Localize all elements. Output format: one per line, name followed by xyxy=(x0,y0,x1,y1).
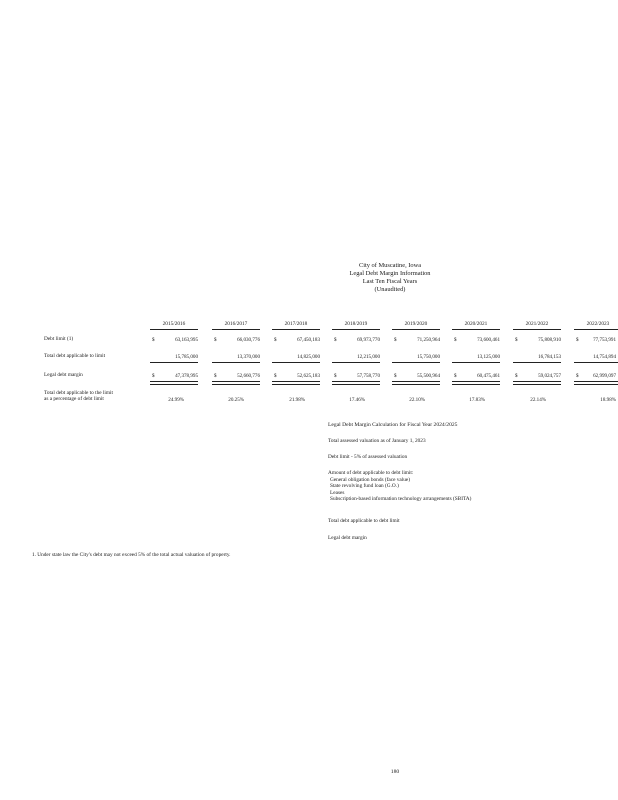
value-cell: 52,625,183 xyxy=(297,373,320,379)
dollar-sign: $ xyxy=(454,373,457,379)
year-rule xyxy=(272,329,320,330)
year-header: 2019/2020 xyxy=(404,321,428,327)
value-cell: 16,784,153 xyxy=(538,354,561,360)
row-label: Debt limit (1) xyxy=(44,336,74,342)
unaudited-note: (Unaudited) xyxy=(374,286,406,293)
year-header: 2015/2016 xyxy=(162,321,186,327)
total-double-rule xyxy=(452,381,500,385)
dollar-sign: $ xyxy=(334,373,337,379)
value-cell: 14,825,000 xyxy=(297,354,320,360)
value-cell: 77,753,991 xyxy=(593,337,616,343)
total-double-rule xyxy=(212,381,260,385)
dollar-sign: $ xyxy=(274,373,277,379)
value-cell: 59,024,757 xyxy=(538,373,561,379)
value-cell: 13,370,000 xyxy=(237,354,260,360)
percent-cell: 22.14% xyxy=(530,397,546,403)
percent-cell: 22.10% xyxy=(409,397,425,403)
total-double-rule xyxy=(513,381,561,385)
value-cell: 13,125,000 xyxy=(477,354,500,360)
row-label: Total debt applicable to limit xyxy=(44,353,106,359)
row-label: as a percentage of debt limit xyxy=(44,396,104,402)
legal-margin-label: Legal debt margin xyxy=(328,535,367,541)
total-double-rule xyxy=(332,381,380,385)
dollar-sign: $ xyxy=(515,373,518,379)
percent-cell: 18.98% xyxy=(600,397,616,403)
year-rule xyxy=(212,329,260,330)
amount-header: Amount of debt applicable to debt limit: xyxy=(328,470,414,476)
year-rule xyxy=(150,329,198,330)
dollar-sign: $ xyxy=(394,337,397,343)
value-cell: 52,660,776 xyxy=(237,373,260,379)
year-rule xyxy=(452,329,500,330)
value-cell: 55,500,964 xyxy=(417,373,440,379)
calc-item: State revolving fund loan (G.O.) xyxy=(330,483,399,489)
year-header: 2021/2022 xyxy=(525,321,549,327)
value-cell: 71,250,964 xyxy=(417,337,440,343)
dollar-sign: $ xyxy=(274,337,277,343)
report-period: Last Ten Fiscal Years xyxy=(362,278,418,285)
dollar-sign: $ xyxy=(394,373,397,379)
subtotal-rule xyxy=(332,362,380,363)
dollar-sign: $ xyxy=(214,373,217,379)
year-rule xyxy=(574,329,618,330)
value-cell: 62,999,097 xyxy=(593,373,616,379)
value-cell: 14,754,894 xyxy=(593,354,616,360)
value-cell: 60,475,461 xyxy=(477,373,500,379)
subtotal-rule xyxy=(272,362,320,363)
value-cell: 63,163,995 xyxy=(175,337,198,343)
value-cell: 73,600,461 xyxy=(477,337,500,343)
value-cell: 66,030,776 xyxy=(237,337,260,343)
total-debt-label: Total debt applicable to debt limit xyxy=(328,518,400,524)
row-label: Legal debt margin xyxy=(44,372,83,378)
year-header: 2017/2018 xyxy=(284,321,308,327)
value-cell: 15,785,000 xyxy=(175,354,198,360)
calc-item: General obligation bonds (face value) xyxy=(330,476,411,483)
year-rule xyxy=(332,329,380,330)
calc-item: Leases xyxy=(330,489,345,496)
percent-cell: 20.25% xyxy=(228,397,244,403)
dollar-sign: $ xyxy=(152,373,155,379)
value-cell: 69,973,770 xyxy=(357,337,380,343)
calculation-title: Legal Debt Margin Calculation for Fiscal Year 2024/2025 xyxy=(328,422,458,428)
entity-name: City of Muscatine, Iowa xyxy=(358,262,422,269)
row-label: Total debt applicable to the limit xyxy=(44,390,113,396)
value-cell: 67,450,183 xyxy=(297,337,320,343)
dollar-sign: $ xyxy=(515,337,518,343)
value-cell: 47,378,995 xyxy=(175,373,198,379)
subtotal-rule xyxy=(452,362,500,363)
subtotal-rule xyxy=(212,362,260,363)
year-header: 2018/2019 xyxy=(344,321,368,327)
year-header: 2020/2021 xyxy=(464,321,488,327)
dollar-sign: $ xyxy=(334,337,337,343)
year-header: 2022/2023 xyxy=(586,321,610,327)
calc-item: Subscription-based information technology arrangements (SBITA) xyxy=(330,496,472,502)
total-double-rule xyxy=(272,381,320,385)
value-cell: 12,215,000 xyxy=(357,354,380,360)
subtotal-rule xyxy=(392,362,440,363)
dollar-sign: $ xyxy=(152,337,155,343)
total-double-rule xyxy=(574,381,618,385)
percent-cell: 17.46% xyxy=(349,397,365,403)
percent-cell: 17.83% xyxy=(469,397,485,403)
dollar-sign: $ xyxy=(454,337,457,343)
report-title: Legal Debt Margin Information xyxy=(349,270,431,277)
year-rule xyxy=(513,329,561,330)
subtotal-rule xyxy=(574,362,618,363)
total-double-rule xyxy=(392,381,440,385)
dollar-sign: $ xyxy=(576,373,579,379)
subtotal-rule xyxy=(150,362,198,363)
total-double-rule xyxy=(150,381,198,385)
dollar-sign: $ xyxy=(576,337,579,343)
year-rule xyxy=(392,329,440,330)
subtotal-rule xyxy=(513,362,561,363)
page-number: 180 xyxy=(390,769,400,775)
year-header: 2016/2017 xyxy=(224,321,248,327)
value-cell: 15,750,000 xyxy=(417,354,440,360)
assessed-valuation-label: Total assessed valuation as of January 1, 2023 xyxy=(328,438,426,444)
debt-limit-label: Debt limit - 5% of assessed valuation xyxy=(328,454,408,460)
dollar-sign: $ xyxy=(214,337,217,343)
percent-cell: 21.98% xyxy=(289,397,305,403)
value-cell: 57,758,770 xyxy=(357,373,380,379)
footnote: 1. Under state law the City's debt may not exceed 5% of the total actual valuation of property. xyxy=(32,552,231,558)
percent-cell: 24.99% xyxy=(168,397,184,403)
value-cell: 75,808,910 xyxy=(538,337,561,343)
